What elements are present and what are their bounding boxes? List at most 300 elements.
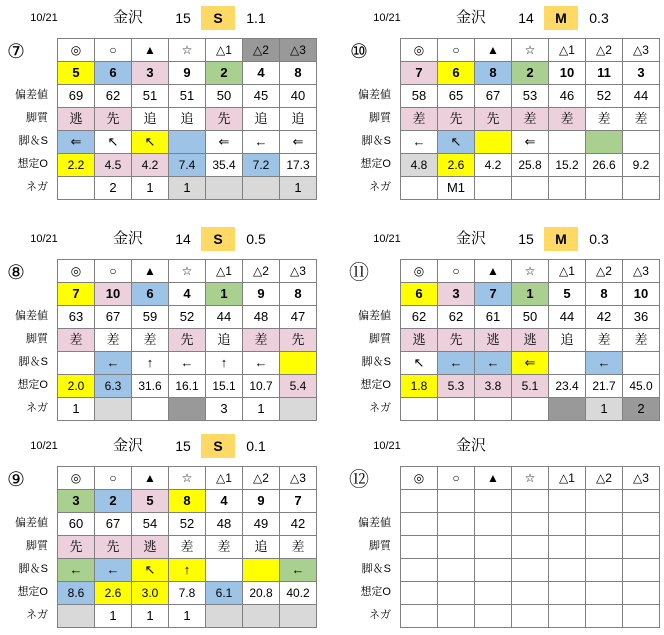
grid-cell — [623, 559, 660, 582]
grid-cell — [512, 605, 549, 628]
prediction-grid — [57, 38, 317, 200]
race-number: ⑪ — [349, 262, 369, 284]
grid-cell: 45.0 — [623, 375, 660, 398]
grid-row-style — [58, 536, 317, 559]
grid-cell: 7.4 — [169, 154, 206, 177]
grid-row-style — [401, 108, 660, 131]
grid-cell: 追 — [243, 108, 280, 131]
grid-cell: 5.4 — [280, 375, 317, 398]
grid-cell: 2 — [623, 398, 660, 421]
grid-row-horses — [58, 490, 317, 513]
grid-row-horses — [58, 283, 317, 306]
grid-cell: ▲ — [132, 39, 169, 62]
row-label: ネガ — [26, 609, 48, 621]
grid-cell: 7 — [280, 490, 317, 513]
race-number: ⑫ — [349, 469, 369, 491]
grid-cell: 1 — [280, 177, 317, 200]
row-label: 想定O — [360, 158, 391, 170]
row-label: 偏差値 — [15, 310, 48, 322]
grid-cell — [549, 582, 586, 605]
grid-cell: 1 — [243, 398, 280, 421]
grid-cell: △3 — [623, 39, 660, 62]
grid-cell: 2.0 — [58, 375, 95, 398]
grid-cell — [512, 536, 549, 559]
grid-cell: ▲ — [475, 39, 512, 62]
grid-cell: ↑ — [132, 352, 169, 375]
grid-cell: 21.7 — [586, 375, 623, 398]
grid-cell — [623, 490, 660, 513]
race-venue: 金沢 — [112, 437, 143, 454]
grid-cell: ⇐ — [512, 352, 549, 375]
grid-cell: 先 — [475, 108, 512, 131]
grid-cell: ☆ — [512, 39, 549, 62]
grid-cell — [549, 131, 586, 154]
grid-cell: 62 — [438, 306, 475, 329]
grid-cell: 62 — [95, 85, 132, 108]
row-label: 想定O — [17, 158, 48, 170]
grid-row-odds — [58, 582, 317, 605]
race-number: ⑩ — [350, 41, 368, 63]
grid-cell: ⇐ — [280, 131, 317, 154]
grid-cell: 6.3 — [95, 375, 132, 398]
grid-cell: ← — [169, 352, 206, 375]
row-label: ネガ — [369, 609, 391, 621]
grid-cell — [206, 177, 243, 200]
grid-cell: △1 — [206, 260, 243, 283]
grid-row-style — [401, 536, 660, 559]
grid-cell — [280, 605, 317, 628]
race-number: ⑨ — [7, 469, 25, 491]
grid-row-leg — [401, 131, 660, 154]
race-panel — [0, 434, 320, 634]
grid-row-marks — [58, 260, 317, 283]
grid-cell: ◎ — [401, 467, 438, 490]
race-index-value: 1.1 — [246, 10, 266, 26]
grid-cell: 1 — [512, 283, 549, 306]
grid-cell: △2 — [586, 467, 623, 490]
grid-cell: 追 — [280, 108, 317, 131]
grid-cell — [475, 513, 512, 536]
grid-row-nega — [58, 398, 317, 421]
grid-cell — [401, 490, 438, 513]
prediction-grid — [400, 38, 660, 200]
grid-cell: 差 — [623, 108, 660, 131]
grid-cell: 44 — [623, 85, 660, 108]
race-index-value: 0.1 — [246, 438, 266, 454]
grid-cell: ← — [243, 131, 280, 154]
grid-cell: ☆ — [512, 260, 549, 283]
grid-cell: 9.2 — [623, 154, 660, 177]
grid-cell: ◎ — [58, 260, 95, 283]
grid-cell — [401, 536, 438, 559]
grid-cell — [586, 582, 623, 605]
grid-cell — [475, 131, 512, 154]
grid-cell: 7.8 — [169, 582, 206, 605]
field-size: 15 — [175, 438, 191, 454]
grid-cell: 61 — [475, 306, 512, 329]
grid-cell: 先 — [169, 329, 206, 352]
grid-row-horses — [401, 283, 660, 306]
grid-cell: ← — [243, 352, 280, 375]
grid-cell: 67 — [95, 306, 132, 329]
grid-cell — [243, 559, 280, 582]
grid-cell — [623, 352, 660, 375]
grid-cell: 42 — [586, 306, 623, 329]
grid-cell: 4 — [169, 283, 206, 306]
grid-row-leg — [401, 559, 660, 582]
grid-row-nega — [401, 605, 660, 628]
row-label: ネガ — [26, 402, 48, 414]
grid-row-leg — [58, 352, 317, 375]
grid-cell — [586, 536, 623, 559]
grid-cell — [401, 513, 438, 536]
race-index-value: 0.3 — [589, 10, 609, 26]
grid-cell: 9 — [243, 283, 280, 306]
row-label: 想定O — [17, 379, 48, 391]
grid-row-nega — [58, 605, 317, 628]
grid-cell: 差 — [401, 108, 438, 131]
grid-cell: △3 — [623, 467, 660, 490]
grid-cell: △1 — [206, 467, 243, 490]
grid-cell — [623, 605, 660, 628]
field-size: 15 — [175, 10, 191, 26]
grid-cell: 追 — [243, 536, 280, 559]
grid-cell: 65 — [438, 85, 475, 108]
grid-cell — [438, 490, 475, 513]
grid-cell — [475, 605, 512, 628]
grid-cell: 10 — [95, 283, 132, 306]
grid-cell: 先 — [206, 108, 243, 131]
grid-cell — [438, 582, 475, 605]
grid-cell: 36 — [623, 306, 660, 329]
grid-row-dev — [401, 85, 660, 108]
field-size — [511, 434, 541, 458]
grid-cell: 16.1 — [169, 375, 206, 398]
grid-row-odds — [401, 375, 660, 398]
grid-cell — [438, 559, 475, 582]
row-label: 脚＆S — [361, 135, 391, 147]
grid-cell: △2 — [586, 260, 623, 283]
race-class-badge — [544, 434, 578, 458]
row-label: 脚＆S — [361, 356, 391, 368]
grid-cell: 先 — [438, 108, 475, 131]
grid-cell: △1 — [549, 260, 586, 283]
race-header — [343, 227, 663, 251]
grid-cell — [512, 559, 549, 582]
grid-cell — [475, 490, 512, 513]
grid-cell — [95, 398, 132, 421]
grid-cell — [58, 352, 95, 375]
grid-cell: ▲ — [132, 467, 169, 490]
grid-cell: 10 — [549, 62, 586, 85]
grid-cell: 2.6 — [438, 154, 475, 177]
grid-cell — [438, 605, 475, 628]
grid-cell: 26.6 — [586, 154, 623, 177]
row-label: ネガ — [369, 181, 391, 193]
race-date: 10/21 — [30, 12, 58, 24]
grid-cell: 先 — [58, 536, 95, 559]
grid-cell: 6 — [95, 62, 132, 85]
grid-row-nega — [58, 177, 317, 200]
grid-cell: 6.1 — [206, 582, 243, 605]
grid-row-odds — [401, 582, 660, 605]
grid-row-dev — [401, 513, 660, 536]
grid-cell — [549, 559, 586, 582]
grid-cell — [475, 559, 512, 582]
grid-cell: △3 — [280, 260, 317, 283]
grid-cell: 48 — [206, 513, 243, 536]
grid-cell: 44 — [549, 306, 586, 329]
grid-cell: 追 — [206, 329, 243, 352]
grid-row-style — [58, 329, 317, 352]
grid-cell: 2.6 — [95, 582, 132, 605]
grid-cell: 差 — [549, 108, 586, 131]
race-venue: 金沢 — [455, 437, 486, 454]
grid-cell: 47 — [280, 306, 317, 329]
grid-cell: 45 — [243, 85, 280, 108]
grid-cell: 50 — [512, 306, 549, 329]
grid-cell: 63 — [58, 306, 95, 329]
prediction-grid — [57, 259, 317, 421]
grid-cell: 差 — [586, 329, 623, 352]
grid-cell — [549, 177, 586, 200]
grid-cell: ↖ — [132, 131, 169, 154]
grid-cell — [475, 536, 512, 559]
grid-cell: 3 — [623, 62, 660, 85]
race-header — [0, 6, 320, 30]
grid-row-odds — [401, 154, 660, 177]
grid-cell: △2 — [586, 39, 623, 62]
grid-row-horses — [401, 490, 660, 513]
row-label: 偏差値 — [15, 89, 48, 101]
grid-cell — [280, 352, 317, 375]
grid-row-marks — [58, 39, 317, 62]
grid-row-dev — [58, 85, 317, 108]
grid-cell: 逃 — [58, 108, 95, 131]
grid-row-nega — [401, 177, 660, 200]
grid-cell: 46 — [549, 85, 586, 108]
grid-cell: ↖ — [95, 131, 132, 154]
grid-cell — [206, 605, 243, 628]
grid-cell: 6 — [438, 62, 475, 85]
grid-cell: 25.8 — [512, 154, 549, 177]
grid-cell: 4.2 — [475, 154, 512, 177]
grid-cell — [549, 398, 586, 421]
grid-cell: 1 — [169, 177, 206, 200]
grid-cell — [512, 398, 549, 421]
grid-cell: 4.5 — [95, 154, 132, 177]
grid-cell: 51 — [169, 85, 206, 108]
grid-cell: 10.7 — [243, 375, 280, 398]
row-label: 脚＆S — [18, 135, 48, 147]
grid-cell: 1.8 — [401, 375, 438, 398]
grid-cell: ← — [95, 559, 132, 582]
grid-cell: ⇐ — [58, 131, 95, 154]
race-venue: 金沢 — [112, 9, 143, 26]
grid-row-dev — [401, 306, 660, 329]
grid-cell: ← — [475, 352, 512, 375]
grid-cell: ↖ — [438, 131, 475, 154]
race-date: 10/21 — [373, 12, 401, 24]
grid-cell — [512, 513, 549, 536]
grid-cell: 2 — [95, 177, 132, 200]
grid-cell: 4 — [243, 62, 280, 85]
row-label: 脚質 — [369, 540, 391, 552]
grid-cell: 52 — [169, 306, 206, 329]
grid-cell: △1 — [549, 467, 586, 490]
grid-cell: 52 — [586, 85, 623, 108]
grid-cell: △3 — [280, 39, 317, 62]
grid-cell: 2 — [95, 490, 132, 513]
grid-cell: 5.1 — [512, 375, 549, 398]
grid-cell — [586, 490, 623, 513]
grid-cell — [169, 398, 206, 421]
race-class-badge: S — [201, 6, 235, 30]
grid-row-style — [58, 108, 317, 131]
grid-cell: ▲ — [475, 260, 512, 283]
grid-cell: 59 — [132, 306, 169, 329]
prediction-grid — [400, 259, 660, 421]
grid-cell: 6 — [132, 283, 169, 306]
grid-cell: ↑ — [206, 352, 243, 375]
race-venue: 金沢 — [455, 230, 486, 247]
row-label: 想定O — [17, 586, 48, 598]
race-index-value — [583, 434, 615, 458]
race-header — [343, 434, 663, 458]
grid-cell: ◎ — [401, 39, 438, 62]
grid-row-marks — [58, 467, 317, 490]
grid-cell: 52 — [169, 513, 206, 536]
grid-cell — [549, 490, 586, 513]
grid-cell: 3 — [438, 283, 475, 306]
grid-cell — [401, 177, 438, 200]
grid-cell: 6 — [401, 283, 438, 306]
grid-cell: ← — [438, 352, 475, 375]
grid-cell: ☆ — [512, 467, 549, 490]
grid-cell: 48 — [243, 306, 280, 329]
row-label: 脚＆S — [361, 563, 391, 575]
grid-cell: 54 — [132, 513, 169, 536]
grid-cell: 40.2 — [280, 582, 317, 605]
grid-cell — [549, 536, 586, 559]
grid-cell — [58, 605, 95, 628]
race-header — [0, 227, 320, 251]
grid-cell — [549, 352, 586, 375]
row-label: ネガ — [26, 181, 48, 193]
grid-row-nega — [401, 398, 660, 421]
grid-cell: 5 — [549, 283, 586, 306]
grid-cell: ◎ — [58, 39, 95, 62]
row-label: 脚＆S — [18, 563, 48, 575]
grid-cell: ← — [586, 352, 623, 375]
grid-cell — [586, 605, 623, 628]
grid-cell — [475, 398, 512, 421]
field-size: 15 — [518, 231, 534, 247]
grid-cell: 17.3 — [280, 154, 317, 177]
grid-cell: 差 — [586, 108, 623, 131]
race-class-badge: M — [544, 227, 578, 251]
grid-cell: 49 — [243, 513, 280, 536]
grid-cell: ☆ — [169, 467, 206, 490]
grid-cell — [438, 513, 475, 536]
grid-cell — [401, 582, 438, 605]
grid-row-horses — [401, 62, 660, 85]
grid-cell: △3 — [623, 260, 660, 283]
row-label: 偏差値 — [358, 517, 391, 529]
grid-cell — [58, 177, 95, 200]
grid-cell: 逃 — [475, 329, 512, 352]
grid-cell: 8 — [280, 283, 317, 306]
grid-cell: 8.6 — [58, 582, 95, 605]
row-label: 脚質 — [26, 540, 48, 552]
grid-cell: 1 — [58, 398, 95, 421]
prediction-grid — [400, 466, 660, 628]
row-label: 脚質 — [369, 333, 391, 345]
grid-cell: 5.3 — [438, 375, 475, 398]
race-panel — [0, 227, 320, 427]
grid-cell: 2 — [206, 62, 243, 85]
grid-cell — [586, 177, 623, 200]
grid-cell: △3 — [280, 467, 317, 490]
grid-cell: ○ — [438, 39, 475, 62]
grid-cell: ○ — [95, 467, 132, 490]
grid-cell: 追 — [549, 329, 586, 352]
grid-cell: 7 — [475, 283, 512, 306]
grid-cell: △1 — [549, 39, 586, 62]
grid-row-leg — [58, 559, 317, 582]
grid-cell: ↑ — [169, 559, 206, 582]
race-venue: 金沢 — [455, 9, 486, 26]
grid-cell — [475, 177, 512, 200]
race-date: 10/21 — [373, 440, 401, 452]
grid-cell: 3 — [58, 490, 95, 513]
grid-cell: 差 — [95, 329, 132, 352]
grid-cell — [623, 536, 660, 559]
row-label: 偏差値 — [15, 517, 48, 529]
grid-row-marks — [401, 467, 660, 490]
grid-row-horses — [58, 62, 317, 85]
grid-cell: ↖ — [401, 352, 438, 375]
row-label: 脚＆S — [18, 356, 48, 368]
grid-cell: 8 — [280, 62, 317, 85]
grid-cell — [280, 398, 317, 421]
grid-cell — [586, 559, 623, 582]
grid-cell — [401, 605, 438, 628]
grid-cell: 先 — [280, 329, 317, 352]
grid-cell — [549, 605, 586, 628]
race-panel — [343, 6, 663, 206]
row-label: 偏差値 — [358, 89, 391, 101]
grid-cell: 5 — [58, 62, 95, 85]
grid-cell: 3 — [206, 398, 243, 421]
grid-cell: 4.8 — [401, 154, 438, 177]
grid-row-dev — [58, 306, 317, 329]
race-panel — [343, 227, 663, 427]
grid-cell — [206, 559, 243, 582]
grid-cell: △2 — [243, 260, 280, 283]
grid-cell: 先 — [95, 108, 132, 131]
race-date: 10/21 — [30, 233, 58, 245]
race-number: ⑦ — [7, 41, 25, 63]
grid-cell: 逃 — [132, 536, 169, 559]
grid-cell — [623, 131, 660, 154]
grid-cell — [401, 559, 438, 582]
grid-cell: 4 — [206, 490, 243, 513]
grid-cell: 8 — [475, 62, 512, 85]
grid-cell: 10 — [623, 283, 660, 306]
grid-cell: △2 — [243, 39, 280, 62]
race-header — [0, 434, 320, 458]
